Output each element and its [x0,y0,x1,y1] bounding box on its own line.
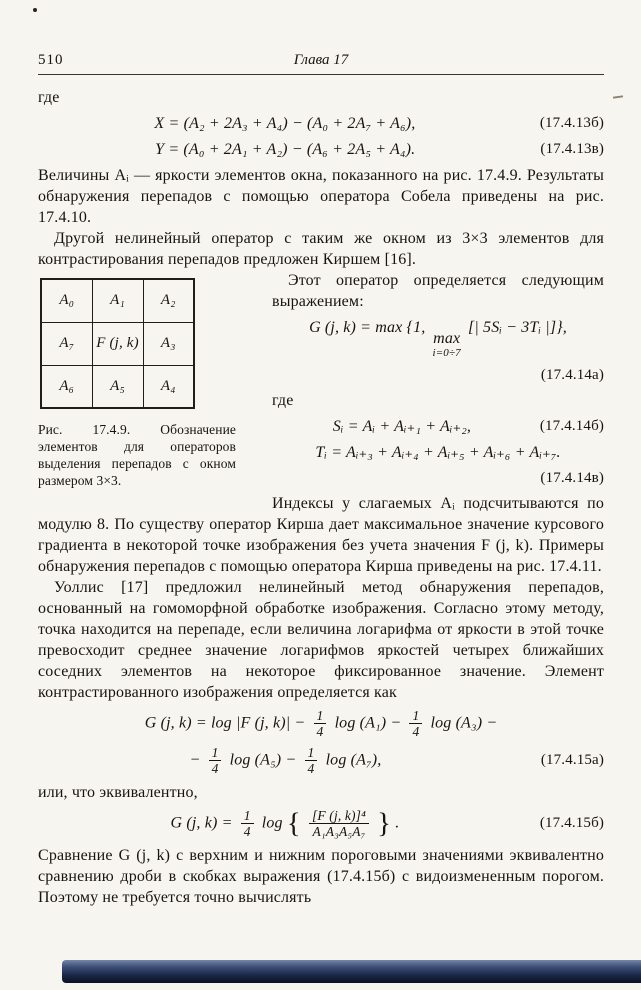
fraction-numerator: 1 [241,808,254,825]
paragraph-indeksy: Индексы у слагаемых Aᵢ подсчитываются по модулю 8. По существу оператор Кирша дает максимальное значение курсового градиента в некоторой точке изображения без учета значения F (j, k). Примеры обнаружения перепадов с помощью оператора Кирша приведены на рис. 17.4.11. [38,494,604,575]
paragraph-sravnenie: Сравнение G (j, k) с верхним и нижним пороговыми значениями эквивалентно сравнению дроби в скобках выражения (17.4.15б) с видоизмененным порогом. Поэтому не требуется точно вычислять [38,846,604,906]
right-brace: } [377,807,392,840]
fraction-numerator: 1 [209,745,222,762]
paragraph-etot: Этот оператор определяется следующим выражением: [272,272,604,310]
fraction-one-fourth [314,708,327,740]
where-label-1: где [38,89,60,106]
formula-wallis-line2 [38,745,604,777]
formula-body [38,708,604,740]
fraction-one-fourth [305,745,318,777]
fraction-one-fourth [209,745,222,777]
equation-number: (17.4.14в) [540,469,604,486]
max-operator: max [433,330,461,348]
formula-sobel-x [38,113,604,134]
formula-text: log (A₅) − [229,751,297,769]
fraction-numerator: 1 [409,708,422,725]
formula-body: Tᵢ = Aᵢ₊₃ + Aᵢ₊₄ + Aᵢ₊₅ + Aᵢ₊₆ + Aᵢ₊₇. [315,443,561,461]
formula-text: − [189,751,201,769]
equation-number: (17.4.15б) [539,815,604,832]
formula-wallis-line1 [38,708,604,740]
left-brace: { [286,807,301,840]
fraction-denominator: 4 [307,761,315,777]
grid-cell: A₁ [92,279,143,322]
formula-body: X = (A₂ + 2A₃ + A₄) − (A₀ + 2A₇ + A₆), [154,115,416,132]
formula-text: . [395,814,400,832]
equation-number: (17.4.15а) [540,752,604,769]
formula-text: G (j, k) = max {1, [309,319,426,336]
fraction-one-fourth [409,708,422,740]
chapter-title: Глава 17 [293,52,349,68]
formula-wallis-equivalent [38,808,604,840]
page-body [38,87,604,908]
formula-text: [| 5Sᵢ − 3Tᵢ |]}, [467,319,567,336]
formula-text: G (j, k) = [170,814,233,832]
grid-cell: A₇ [41,322,92,365]
grid-cell: A₄ [143,365,194,408]
fraction-numerator: [F (j, k)]⁴ [309,808,369,825]
formula-body [272,317,604,360]
book-page [38,52,604,908]
underscript: i=0÷7 [432,346,461,359]
fraction-denominator: A₁A₃A₅A₇ [312,824,366,840]
formula-body: Y = (A₀ + 2A₁ + A₂) − (A₆ + 2A₅ + A₄). [155,141,416,158]
formula-t-i [272,442,604,463]
max-with-underscript [433,331,461,359]
fraction-numerator: 1 [305,745,318,762]
grid-cell: A₀ [41,279,92,322]
fraction-denominator: 4 [243,824,251,840]
formula-body: Sᵢ = Aᵢ + Aᵢ₊₁ + Aᵢ₊₂, [332,417,472,435]
grid-cell: A₆ [41,365,92,408]
figure-17-4-9 [38,278,236,489]
fraction-denominator: 4 [316,724,324,740]
paragraph-drugoj: Другой нелинейный оператор с таким же окном из 3×3 элементов для контрастирования перепадов предложен Киршем [16]. [38,230,604,268]
page-number: 510 [38,52,64,68]
formula-text: log (A₇), [325,751,382,769]
fraction-main [309,808,369,840]
grid-cell: F (j, k) [92,322,143,365]
formula-sobel-y [38,139,604,160]
formula-kirsch [272,317,604,360]
book-edge-scan-strip [62,960,641,983]
scan-artifact-dot [33,8,37,12]
formula-body [38,745,533,777]
fraction-one-fourth [241,808,254,840]
fraction-denominator: 4 [211,761,219,777]
paragraph-uollis: Уоллис [17] предложил нелинейный метод обнаружения перепадов, основанный на гомоморфной обработке изображения. Согласно этому методу, точка находится на перепаде, если величина логарифма от яркости в этой точке превосходит среднее значение логарифмов яркостей четырех ближайших соседних элементов на некоторое фиксированное значение. Элемент контрастированного изображения определяется как [38,578,604,701]
paragraph-ili: или, что эквивалентно, [38,783,198,801]
equation-number: (17.4.13б) [539,115,604,131]
grid-cell: A₃ [143,322,194,365]
formula-text: G (j, k) = log |F (j, k)| − [144,714,306,732]
grid-cell: A₅ [92,365,143,408]
paragraph-velichiny: Величины Aᵢ — яркости элементов окна, показанного на рис. 17.4.9. Результаты обнаружения перепадов с помощью оператора Собела приведены на рис. 17.4.10. [38,167,604,226]
page-header [38,52,604,75]
where-label-2: где [272,391,294,409]
formula-s-i [272,416,604,437]
fraction-numerator: 1 [314,708,327,725]
figure-caption: Рис. 17.4.9. Обозначение элементов для операторов выделения перепадов с окном размером 3×3. [38,422,236,488]
formula-text: log [261,814,283,832]
formula-text: log (A₃) − [430,714,498,732]
formula-body [38,808,532,840]
window-elements-grid [40,278,195,409]
scan-artifact-tick [613,95,623,98]
formula-text: log (A₁) − [334,714,402,732]
equation-number: (17.4.14б) [539,417,604,434]
grid-cell: A₂ [143,279,194,322]
equation-number: (17.4.14а) [540,366,604,383]
equation-number: (17.4.13в) [540,141,604,157]
fraction-denominator: 4 [412,724,420,740]
